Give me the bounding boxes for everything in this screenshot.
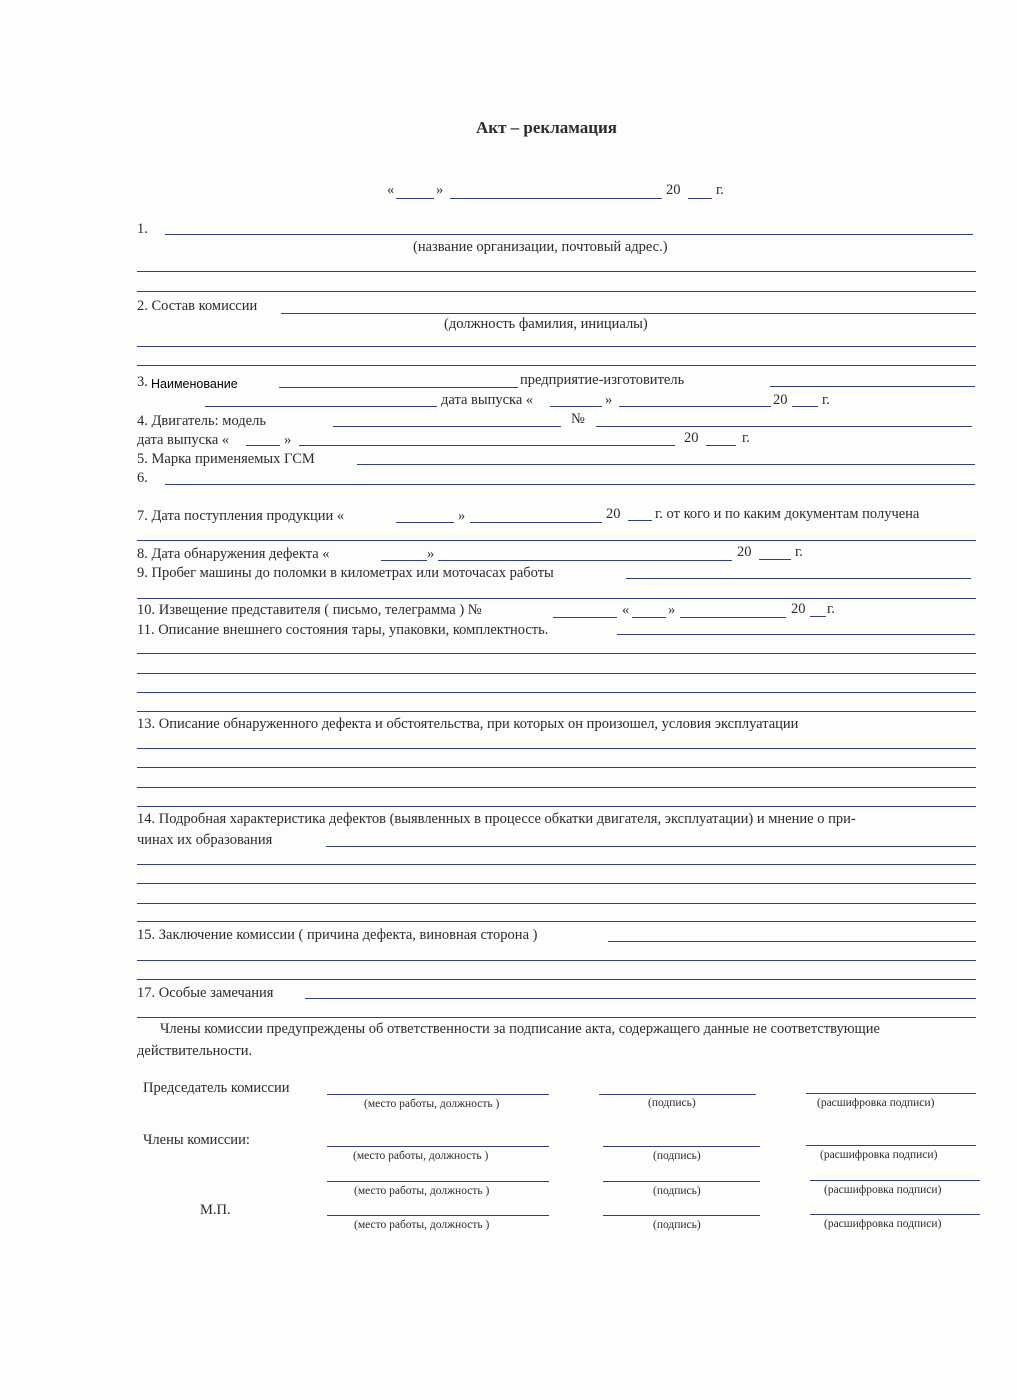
item4-release-date-label: дата выпуска « xyxy=(137,432,230,448)
item8-month-field[interactable] xyxy=(438,560,732,561)
item14-label-line1: 14. Подробная характеристика дефектов (выявленных в процессе обкатки двигателя, эксплуатации) и мнение о при- xyxy=(137,811,856,827)
item1-field[interactable] xyxy=(165,234,973,235)
date-day-field[interactable] xyxy=(396,198,434,199)
item11-field[interactable] xyxy=(617,634,975,635)
chairman-decoding-caption: (расшифровка подписи) xyxy=(817,1097,935,1109)
item14-label-line2: чинах их образования xyxy=(137,832,273,848)
item4-number-field[interactable] xyxy=(596,426,972,427)
item3-year-prefix: 20 xyxy=(773,392,788,408)
item5-label: 5. Марка применяемых ГСМ xyxy=(137,451,315,467)
item11-label: 11. Описание внешнего состояния тары, упаковки, комплектность. xyxy=(137,622,549,638)
item7-month-field[interactable] xyxy=(470,522,602,523)
item1-field-line2[interactable] xyxy=(137,271,976,272)
date-month-field[interactable] xyxy=(450,198,662,199)
item4-year-prefix: 20 xyxy=(684,430,699,446)
chairman-signature-caption: (подпись) xyxy=(648,1097,696,1109)
chairman-workplace-field[interactable] xyxy=(327,1094,549,1095)
item8-year-suffix: г. xyxy=(795,544,803,560)
item11-field-line4[interactable] xyxy=(137,692,976,693)
item17-field[interactable] xyxy=(305,998,976,999)
item13-field-line4[interactable] xyxy=(137,806,976,807)
item14-field[interactable] xyxy=(326,846,976,847)
item7-quote-close: » xyxy=(458,508,466,524)
member3-decoding-caption: (расшифровка подписи) xyxy=(824,1218,942,1230)
item3-model-field[interactable] xyxy=(205,406,437,407)
item3-year-field[interactable] xyxy=(792,406,818,407)
item10-year-field[interactable] xyxy=(810,616,826,617)
item4-number-sign: № xyxy=(571,411,585,427)
chairman-signature-field[interactable] xyxy=(599,1094,756,1095)
item10-month-field[interactable] xyxy=(680,617,786,618)
item5-field[interactable] xyxy=(357,464,975,465)
chairman-workplace-caption: (место работы, должность ) xyxy=(364,1098,500,1110)
date-quote-open: « xyxy=(387,182,395,198)
item7-tail: г. от кого и по каким документам получена xyxy=(655,506,920,522)
date-year-prefix: 20 xyxy=(666,182,681,198)
warning-line2: действительности. xyxy=(137,1043,253,1059)
item6-label: 6. xyxy=(137,470,148,486)
member3-workplace-field[interactable] xyxy=(327,1215,549,1216)
member3-workplace-caption: (место работы, должность ) xyxy=(354,1219,490,1231)
item17-field-line2[interactable] xyxy=(137,1017,976,1018)
item8-year-field[interactable] xyxy=(759,559,791,560)
item3-name-label: Наименование xyxy=(151,377,238,391)
item13-field-line1[interactable] xyxy=(137,748,976,749)
item1-field-line3[interactable] xyxy=(137,291,976,292)
item9-label: 9. Пробег машины до поломки в километрах или моточасах работы xyxy=(137,565,554,581)
item7-label: 7. Дата поступления продукции « xyxy=(137,508,345,524)
member3-decoding-field[interactable] xyxy=(810,1214,980,1215)
item7-year-field[interactable] xyxy=(628,520,652,521)
item2-field-line3[interactable] xyxy=(137,365,976,366)
chairman-label: Председатель комиссии xyxy=(143,1080,290,1096)
page-title: Акт – рекламация xyxy=(476,118,618,137)
item13-field-line2[interactable] xyxy=(137,767,976,768)
item7-day-field[interactable] xyxy=(396,522,454,523)
date-year-field[interactable] xyxy=(688,198,712,199)
item9-field[interactable] xyxy=(626,578,971,579)
item3-release-day-field[interactable] xyxy=(550,406,602,407)
stamp-label: М.П. xyxy=(200,1202,231,1218)
members-label: Члены комиссии: xyxy=(143,1132,250,1148)
member1-workplace-field[interactable] xyxy=(327,1146,549,1147)
item13-label: 13. Описание обнаруженного дефекта и обстоятельства, при которых он произошел, условия эксплуатации xyxy=(137,716,799,732)
item3-name-field[interactable] xyxy=(279,387,518,388)
item4-release-month-field[interactable] xyxy=(299,445,675,446)
item6-field[interactable] xyxy=(165,484,975,485)
member3-signature-field[interactable] xyxy=(603,1215,760,1216)
item14-field-line4[interactable] xyxy=(137,903,976,904)
item15-field-line2[interactable] xyxy=(137,960,976,961)
member2-workplace-caption: (место работы, должность ) xyxy=(354,1185,490,1197)
member1-decoding-field[interactable] xyxy=(806,1145,976,1146)
item8-year-prefix: 20 xyxy=(737,544,752,560)
item3-release-month-field[interactable] xyxy=(619,406,771,407)
member1-signature-field[interactable] xyxy=(603,1146,760,1147)
item15-field-line3[interactable] xyxy=(137,979,976,980)
item9-field-line2[interactable] xyxy=(137,598,976,599)
chairman-decoding-field[interactable] xyxy=(806,1093,976,1094)
item13-field-line3[interactable] xyxy=(137,787,976,788)
item1-caption: (название организации, почтовый адрес.) xyxy=(413,239,668,255)
item3-year-suffix: г. xyxy=(822,392,830,408)
item2-field[interactable] xyxy=(281,313,976,314)
member2-signature-caption: (подпись) xyxy=(653,1185,701,1197)
item7-field-line2[interactable] xyxy=(137,540,976,541)
item4-year-field[interactable] xyxy=(706,445,736,446)
warning-line1: Члены комиссии предупреждены об ответственности за подписание акта, содержащего данные не соответствующие xyxy=(160,1021,880,1037)
item4-model-field[interactable] xyxy=(333,426,561,427)
member1-signature-caption: (подпись) xyxy=(653,1150,701,1162)
item17-label: 17. Особые замечания xyxy=(137,985,274,1001)
item4-year-suffix: г. xyxy=(742,430,750,446)
item10-year-suffix: г. xyxy=(827,601,835,617)
item2-label: 2. Состав комиссии xyxy=(137,298,258,314)
item8-label: 8. Дата обнаружения дефекта « xyxy=(137,546,330,562)
item3-release-quote-close: » xyxy=(605,392,613,408)
item15-label: 15. Заключение комиссии ( причина дефекта, виновная сторона ) xyxy=(137,927,538,943)
item3-release-date-label: дата выпуска « xyxy=(441,392,534,408)
item14-field-line3[interactable] xyxy=(137,883,976,884)
item8-day-field[interactable] xyxy=(381,560,427,561)
item10-quote-open: « xyxy=(622,602,630,618)
item4-release-day-field[interactable] xyxy=(246,445,280,446)
item8-quote-close: » xyxy=(427,546,435,562)
item11-field-line3[interactable] xyxy=(137,673,976,674)
item14-field-line5[interactable] xyxy=(137,921,976,922)
member2-workplace-field[interactable] xyxy=(327,1181,549,1182)
item4-release-quote-close: » xyxy=(284,432,292,448)
item10-day-field[interactable] xyxy=(632,617,666,618)
member2-decoding-caption: (расшифровка подписи) xyxy=(824,1184,942,1196)
item2-field-line2[interactable] xyxy=(137,346,976,347)
item10-number-field[interactable] xyxy=(553,617,617,618)
item7-year-prefix: 20 xyxy=(606,506,621,522)
member1-decoding-caption: (расшифровка подписи) xyxy=(820,1149,938,1161)
item10-year-prefix: 20 xyxy=(791,601,806,617)
item10-quote-close: » xyxy=(668,602,676,618)
item11-field-line2[interactable] xyxy=(137,653,976,654)
member2-signature-field[interactable] xyxy=(603,1181,760,1182)
member2-decoding-field[interactable] xyxy=(810,1180,980,1181)
item3-manufacturer-label: предприятие-изготовитель xyxy=(520,372,685,388)
item14-field-line2[interactable] xyxy=(137,864,976,865)
date-quote-close: » xyxy=(436,182,444,198)
item15-field[interactable] xyxy=(608,941,976,942)
item11-field-line5[interactable] xyxy=(137,711,976,712)
date-year-suffix: г. xyxy=(716,182,724,198)
item3-manufacturer-field[interactable] xyxy=(770,386,975,387)
item1-number: 1. xyxy=(137,221,148,237)
member3-signature-caption: (подпись) xyxy=(653,1219,701,1231)
item10-label: 10. Извещение представителя ( письмо, телеграмма ) № xyxy=(137,602,482,618)
item2-caption: (должность фамилия, инициалы) xyxy=(444,316,648,332)
item4-engine-label: 4. Двигатель: модель xyxy=(137,413,266,429)
member1-workplace-caption: (место работы, должность ) xyxy=(353,1150,489,1162)
item3-number: 3. xyxy=(137,374,148,390)
